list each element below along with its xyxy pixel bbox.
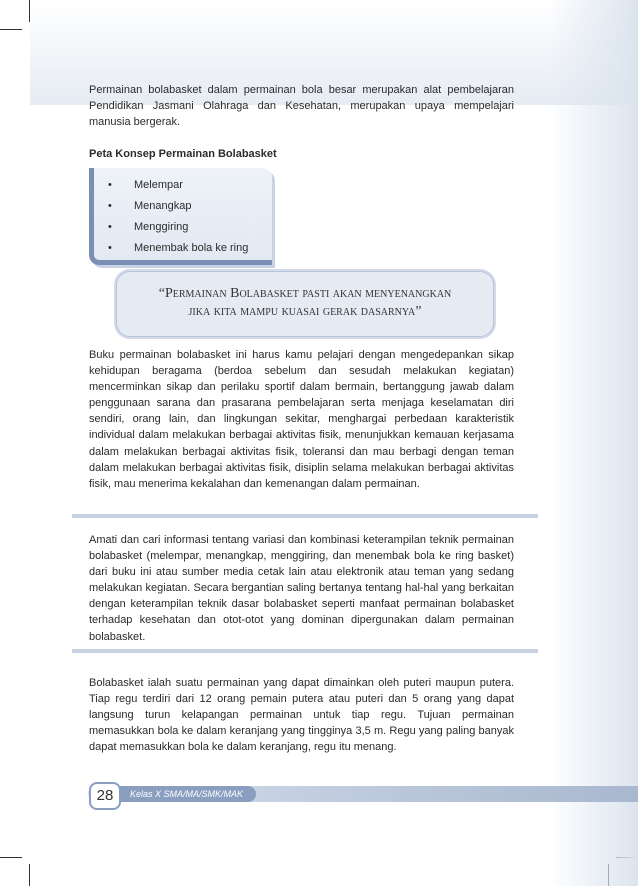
section-divider xyxy=(72,514,538,518)
concept-heading: Peta Konsep Permainan Bolabasket xyxy=(89,148,277,160)
list-item: • Menggiring xyxy=(106,217,272,238)
page-number: 28 xyxy=(89,782,121,810)
side-shade xyxy=(548,0,638,886)
observe-paragraph: Amati dan cari informasi tentang variasi dan kombinasi keterampilan teknik permainan bolabasket (melempar, menangkap, menggiring, dan menembak bola ke ring basket) dari buku ini atau sumber media cetak lain atau elektronik atau teman yang sedang melakukan kegiatan. Secara bergantian saling bertanya tentang hal-hal yang berkaitan dengan keterampilan teknik dasar bolabasket seperti manfaat permainan bolabasket terhadap kesehatan dan otot-otot yang dominan dipergunakan dalam permainan bolabasket. xyxy=(89,534,514,643)
intro-paragraph: Permainan bolabasket dalam permainan bola besar merupakan alat pembelajaran Pendidikan Jasmani Olahraga dan Kesehatan, merupakan upaya mempelajari manusia bergerak. xyxy=(89,84,514,129)
crop-mark xyxy=(0,29,22,30)
footer-class-label: Kelas X SMA/MA/SMK/MAK xyxy=(120,786,256,802)
crop-mark xyxy=(29,864,30,886)
quote-line-2: jika kita mampu kuasai gerak dasarnya” xyxy=(188,304,422,319)
bullet-icon: • xyxy=(108,200,112,212)
concept-list-panel xyxy=(89,168,272,265)
list-item: • Menangkap xyxy=(106,196,272,217)
quote-line-1: “Permainan Bolabasket pasti akan menyenangkan xyxy=(158,286,452,301)
bullet-icon: • xyxy=(108,242,112,254)
list-item: • Melempar xyxy=(106,175,272,196)
quote-panel xyxy=(116,271,494,337)
list-item: • Menembak bola ke ring xyxy=(106,238,272,259)
crop-mark xyxy=(0,857,22,858)
definition-paragraph: Bolabasket ialah suatu permainan yang dapat dimainkan oleh puteri maupun putera. Tiap regu terdiri dari 12 orang pemain putera atau puteri dan 5 orang yang dapat langsung turun kelapangan permainan untuk tiap regu. Tujuan permainan memasukkan bola ke dalam keranjang yang tingginya 3,5 m. Regu yang paling banyak dapat memasukkan bola ke dalam keranjang, regu itu menang. xyxy=(89,677,514,754)
values-paragraph: Buku permainan bolabasket ini harus kamu pelajari dengan mengedepankan sikap kehidupan beragama (berdoa sebelum dan sesudah melakukan kegiatan) mencerminkan sikap dan perilaku sportif dalam bermain, bertanggung jawab dalam penggunaan sarana dan prasarana pembelajaran serta menjaga keselamatan diri sendiri, orang lain, dan lingkungan sekitar, menghargai perbedaan karakteristik individual dalam melakukan berbagai aktivitas fisik, menunjukkan kemauan kerjasama dalam melakukan berbagai aktivitas fisik, toleransi dan mau berbagi dengan teman dalam melakukan berbagai aktivitas fisik, disiplin selama melakukan berbagai aktivitas fisik, mau menerima kekalahan dan kemenangan dalam permainan. xyxy=(89,349,514,490)
bullet-icon: • xyxy=(108,179,112,191)
bullet-icon: • xyxy=(108,221,112,233)
section-divider xyxy=(72,649,538,653)
